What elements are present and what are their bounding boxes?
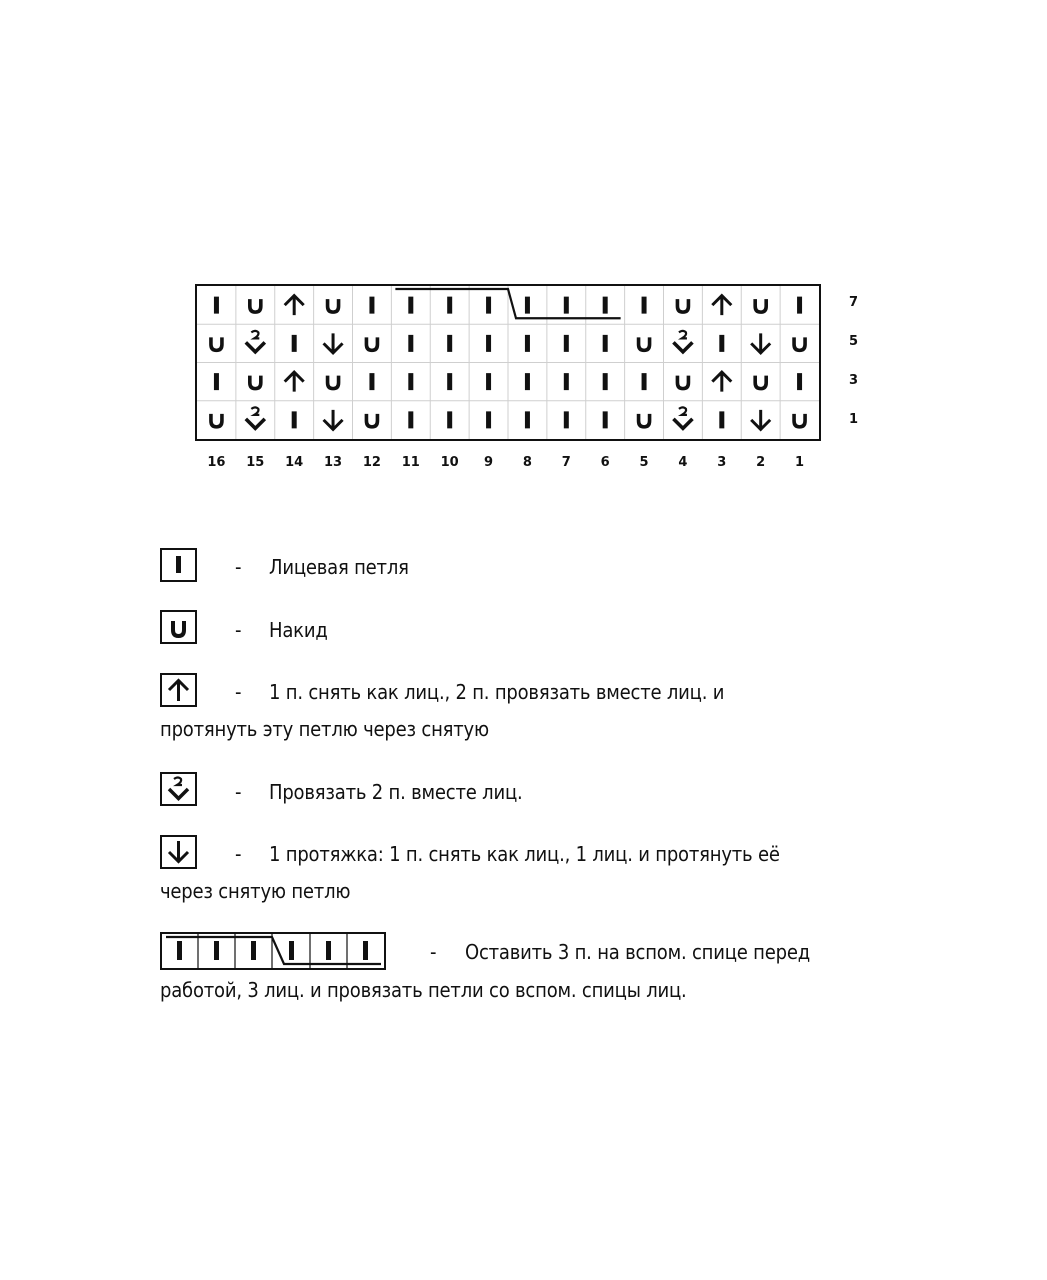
arrow-down-stitch [751,333,770,353]
yarn-over-stitch [211,337,222,350]
cable-stitch [486,297,491,314]
knit-stitch [486,335,491,352]
legend-text-arrow-down-1: 1 протяжка: 1 п. снять как лиц., 1 лиц. и протянуть её [269,842,780,866]
k2tog-stitch [673,419,692,429]
arrow-up-stitch [285,296,304,316]
legend-text-cable-2: работой, 3 лиц. и провязать петли со вспом. спицы лиц. [160,978,687,1002]
legend-text-arrow-up-1: 1 п. снять как лиц., 2 п. провязать вместе лиц. и [269,680,725,704]
knit-stitch [369,297,374,314]
k2tog-stitch [246,342,265,352]
yarn-over-stitch [250,299,261,312]
column-label: 15 [246,455,265,470]
knit-stitch [486,411,491,428]
column-label: 7 [561,455,571,470]
knit-stitch [292,335,297,352]
yarn-over-stitch [639,337,650,350]
yarn-over-stitch [328,299,339,312]
yarn-over-stitch [366,337,377,350]
legend-dash: - [235,842,242,866]
knit-stitch [797,373,802,390]
yarn-over-stitch [677,376,688,389]
cable-stitch [447,297,452,314]
row-label-3: 3 [849,373,859,388]
legend-text-k2tog: Провязать 2 п. вместе лиц. [269,780,523,804]
column-label: 14 [285,455,304,470]
k2tog-stitch [673,342,692,352]
knit-stitch [564,335,569,352]
legend-text-arrow-up-2: протянуть эту петлю через снятую [160,717,489,741]
yarn-over-icon [160,610,197,644]
arrow-up-icon [160,673,197,707]
cable-icon [160,932,386,970]
knit-stitch [642,373,647,390]
arrow-up-stitch [712,372,731,392]
yarn-over-stitch [250,376,261,389]
knit-stitch [214,373,219,390]
column-label: 2 [756,455,766,470]
chart-grid [197,286,819,439]
legend-dash: - [430,940,437,964]
cable-stitch [603,297,608,314]
k2tog-mark [251,331,259,339]
column-label: 1 [795,455,805,470]
knit-stitch [525,335,530,352]
k2tog-icon [160,772,197,806]
arrow-up-stitch [285,372,304,392]
yarn-over-stitch [794,414,805,427]
k2tog-mark [679,407,687,415]
knit-stitch [214,297,219,314]
k2tog-mark [251,407,259,415]
legend-dash: - [235,780,242,804]
legend-dash: - [235,680,242,704]
knit-stitch [564,373,569,390]
knit-stitch [525,411,530,428]
column-label: 11 [401,455,420,470]
column-label: 5 [639,455,649,470]
column-label: 8 [522,455,532,470]
column-label: 10 [440,455,459,470]
legend-text-knit: Лицевая петля [269,555,409,579]
knit-stitch [603,335,608,352]
row-label-5: 5 [849,334,859,349]
arrow-down-icon [160,835,197,869]
knit-stitch [447,335,452,352]
column-label: 16 [207,455,226,470]
yarn-over-stitch [677,299,688,312]
yarn-over-stitch [755,376,766,389]
knit-stitch [292,411,297,428]
yarn-over-stitch [794,337,805,350]
arrow-down-stitch [324,410,343,430]
legend-text-yarn-over: Накид [269,618,328,642]
column-label: 13 [324,455,343,470]
row-label-7: 7 [849,295,859,310]
knit-stitch [719,411,724,428]
column-label: 9 [484,455,494,470]
column-label: 6 [600,455,610,470]
column-label: 4 [678,455,688,470]
legend-text-cable-1: Оставить 3 п. на вспом. спице перед [465,940,810,964]
knit-stitch [447,373,452,390]
k2tog-mark [679,331,687,339]
legend-dash: - [235,555,242,579]
column-label: 3 [717,455,727,470]
column-label: 12 [362,455,381,470]
legend-dash: - [235,618,242,642]
knit-stitch [603,411,608,428]
knit-stitch [525,373,530,390]
arrow-down-stitch [324,333,343,353]
knitting-chart [195,284,821,441]
knit-stitch [486,373,491,390]
legend-text-arrow-down-2: через снятую петлю [160,879,351,903]
yarn-over-stitch [328,376,339,389]
cable-stitch [564,297,569,314]
knit-stitch [447,411,452,428]
knit-stitch [408,411,413,428]
arrow-down-stitch [751,410,770,430]
yarn-over-stitch [211,414,222,427]
knit-stitch [642,297,647,314]
knit-icon [160,548,197,582]
knit-stitch [603,373,608,390]
yarn-over-stitch [639,414,650,427]
cable-stitch [525,297,530,314]
arrow-up-stitch [712,296,731,316]
yarn-over-stitch [755,299,766,312]
knit-stitch [408,335,413,352]
knit-stitch [369,373,374,390]
knit-stitch [797,297,802,314]
yarn-over-stitch [366,414,377,427]
knit-stitch [564,411,569,428]
row-label-1: 1 [849,412,859,427]
knit-stitch [408,373,413,390]
knit-stitch [719,335,724,352]
k2tog-stitch [246,419,265,429]
cable-stitch [408,297,413,314]
